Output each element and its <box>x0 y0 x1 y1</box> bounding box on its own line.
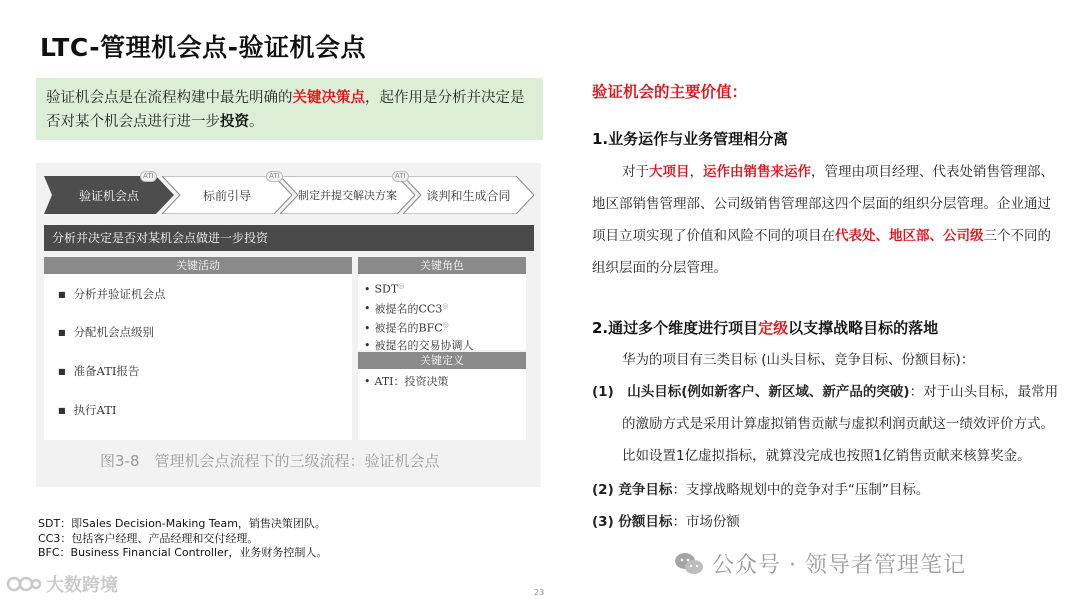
brand-logo-icon <box>6 573 42 595</box>
definitions-panel <box>358 369 526 440</box>
value-heading: 验证机会的主要价值： <box>592 83 748 101</box>
activity-item: ■ 分配机会点级别 <box>58 324 154 340</box>
wechat-watermark-text: 公众号 · 领导者管理笔记 <box>712 553 966 578</box>
watermark-left-text: 大数跨境 <box>46 575 118 596</box>
footnotes <box>38 517 327 561</box>
chevron-step-validate: 验证机会点 <box>44 176 174 214</box>
ati-tag-3: ATI <box>392 171 409 182</box>
activities-header: 关键活动 <box>44 257 352 274</box>
process-chevrons <box>44 172 534 214</box>
goal-item-1: (1) 山头目标(例如新客户、新区域、新产品的突破)：对于山头目标，最常用的激励方式是采用计算虚拟销售贡献与虚拟利润贡献这一绩效评价方式。比如设置1亿虚拟指标，就算没完成也按照1亿销售贡献来核算奖金。 <box>592 384 1059 464</box>
intro-text-2: ，起作用是分析并决定是否对某个机会点进行进一步 <box>46 90 525 130</box>
role-item: • SDT◎ <box>364 278 520 298</box>
goal-item-2: (2) 竞争目标：支撑战略规划中的竞争对手“压制”目标。 <box>592 482 930 498</box>
section-1-paragraph: 对于大项目，运作由销售来运作，管理由项目经理、代表处销售管理部、地区部销售管理部、公司级销售管理部这四个层面的组织分层管理。企业通过项目立项实现了价值和风险不同的项目在代表处、地区部、公司级三个不同的组织层面的分层管理。 <box>592 164 1054 276</box>
goal-item-3: (3) 份额目标：市场份额 <box>592 514 740 530</box>
chevron-step-guide: 标前引导 <box>162 176 292 214</box>
wechat-icon <box>674 551 704 577</box>
role-item: • 被提名的CC3◎ <box>364 298 520 318</box>
wechat-watermark <box>674 548 966 579</box>
figure-caption: 图3-8 管理机会点流程下的三级流程：验证机会点 <box>100 452 440 470</box>
activity-item: ■ 执行ATI <box>58 402 116 418</box>
footnote-cc3: CC3：包括客户经理、产品经理和交付经理。 <box>38 531 259 545</box>
intro-text-1: 验证机会点是在流程构建中最先明确的 <box>46 90 293 106</box>
page-number: 23 <box>534 588 545 597</box>
ati-tag-2: ATI <box>266 171 283 182</box>
intro-highlight-key-decision: 关键决策点 <box>292 90 365 106</box>
footnote-bfc: BFC：Business Financial Controller，业务财务控制人。 <box>38 546 328 559</box>
chevron-step-solution: 制定并提交解决方案 <box>280 176 415 214</box>
activity-item: ■ 分析并验证机会点 <box>58 286 166 302</box>
footnote-sdt: SDT：即Sales Decision-Making Team，销售决策团队。 <box>38 517 326 530</box>
intro-text-3: 。 <box>249 114 264 130</box>
ati-tag-1: ATI <box>140 171 157 182</box>
roles-panel <box>358 274 526 350</box>
activities-panel <box>44 274 352 440</box>
role-item: • 被提名的交易协调人 <box>364 337 520 354</box>
section-2-title: 2.通过多个维度进行项目定级以支撑战略目标的落地 <box>592 319 939 337</box>
chevron-step-contract: 谈判和生成合同 <box>403 176 534 214</box>
watermark-left <box>6 571 118 597</box>
activity-item: ■ 准备ATI报告 <box>58 363 139 379</box>
section-2-intro: 华为的项目有三类目标 (山头目标、竞争目标、份额目标)： <box>622 352 975 368</box>
intro-box <box>36 78 543 140</box>
process-figure <box>36 163 541 487</box>
section-1-title: 1.业务运作与业务管理相分离 <box>592 130 789 148</box>
role-item: • 被提名的BFC◎ <box>364 317 520 337</box>
page-title: LTC-管理机会点-验证机会点 <box>40 33 367 62</box>
definition-item: • ATI：投资决策 <box>364 373 520 390</box>
intro-highlight-investment: 投资 <box>220 114 249 130</box>
definitions-header: 关键定义 <box>358 352 526 369</box>
figure-bar: 分析并决定是否对某机会点做进一步投资 <box>44 225 534 251</box>
roles-header: 关键角色 <box>358 257 526 274</box>
